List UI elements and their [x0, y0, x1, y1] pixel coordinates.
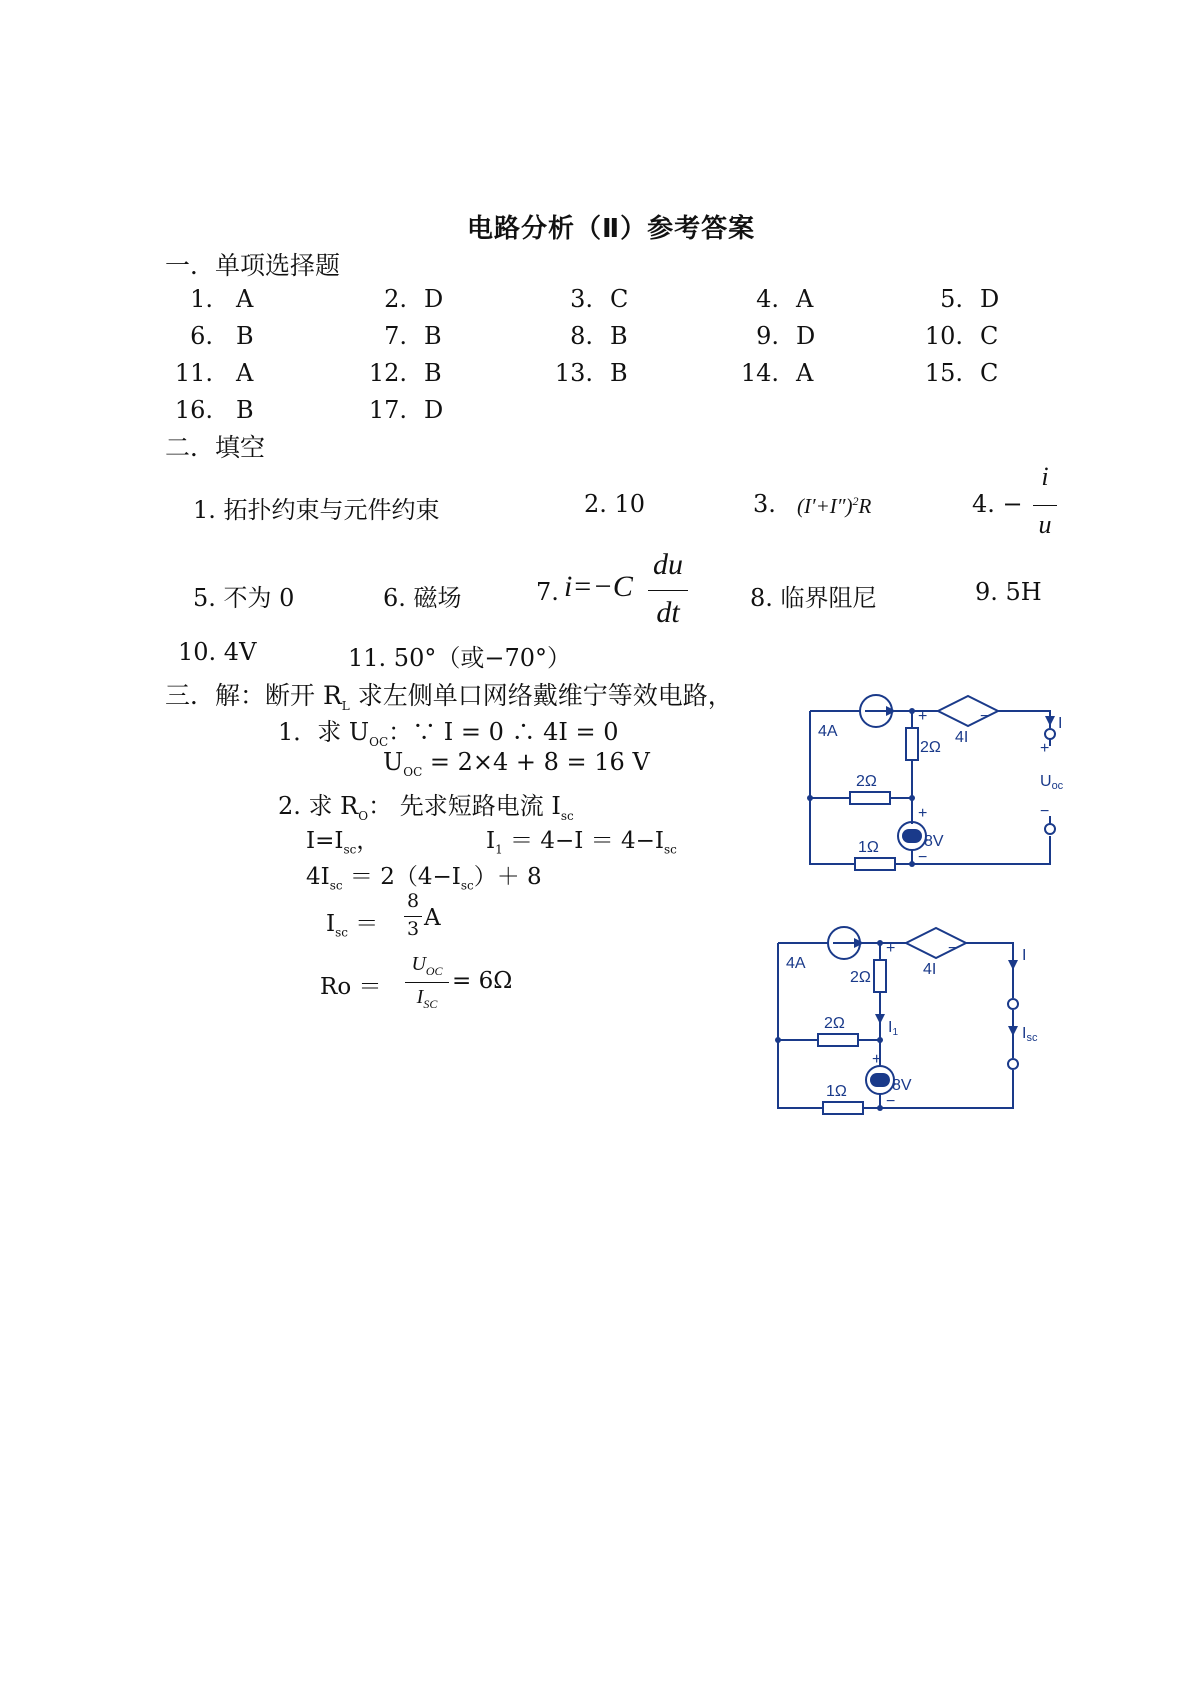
minus-sign: −: [1040, 803, 1050, 820]
mc-answer: A: [796, 285, 814, 313]
current-label: I: [1022, 947, 1027, 964]
isc-denominator: 3: [406, 918, 420, 940]
voltage-label: Uoc: [1040, 773, 1064, 792]
mc-question-number: 17.: [368, 396, 407, 424]
node-dot: [909, 708, 915, 714]
node-dot: [909, 861, 915, 867]
fill-answer-4-numerator: i: [1041, 462, 1049, 491]
circuit-diagram-short: [768, 918, 1068, 1118]
solution-ro: Ro ＝: [320, 974, 382, 1000]
section1-heading: 一．单项选择题: [165, 251, 341, 280]
fill-answer-3-expression: $(I'+I'')^2R$: [797, 494, 872, 518]
resistor-icon: [823, 1102, 863, 1114]
mc-answer: A: [796, 359, 814, 387]
current-source-label: 4A: [818, 723, 838, 740]
minus-sign: −: [980, 708, 990, 725]
mc-question-number: 16.: [174, 396, 213, 424]
mc-answer: C: [610, 285, 629, 313]
node-dot: [775, 1037, 781, 1043]
fill-answer-5: 5. 不为 0: [193, 584, 295, 612]
node-dot: [877, 1105, 883, 1111]
resistor-icon: [850, 792, 890, 804]
mc-answer: C: [980, 359, 999, 387]
solution-step2: 2. 求 $R_O$： 先求短路电流 $I_{sc}$: [278, 792, 574, 823]
wire: [998, 711, 1050, 728]
minus-sign: −: [886, 1093, 896, 1110]
fill-answer-7-numerator: du: [653, 548, 683, 581]
plus-sign: +: [918, 708, 928, 725]
solution-equation-2: $4I_{sc} = 2(4-I_{sc})+ 8$: [306, 864, 542, 893]
current-source-label: 4A: [786, 955, 806, 972]
mc-question-number: 12.: [368, 359, 407, 387]
plus-sign: +: [872, 1051, 882, 1068]
plus-sign: +: [1040, 740, 1050, 757]
circuit-diagram-open: [800, 686, 1090, 886]
arrow-icon: [875, 1014, 885, 1024]
voltage-source-fill: [902, 829, 922, 843]
resistor-label: 2Ω: [824, 1015, 845, 1032]
mc-question-number: 8.: [570, 322, 593, 350]
fill-answer-3-number: 3.: [753, 490, 776, 518]
fraction-bar: [648, 590, 688, 591]
ro-numerator: $U_{OC}$: [411, 953, 443, 978]
resistor-label: 1Ω: [826, 1083, 847, 1100]
terminal-icon: [1045, 824, 1055, 834]
isc-numerator: 8: [406, 890, 420, 912]
fill-answer-9: 9. 5H: [975, 578, 1042, 606]
ro-denominator: $I_{SC}$: [416, 986, 438, 1011]
arrow-icon: [1008, 1026, 1018, 1036]
mc-answer: D: [424, 396, 444, 424]
mc-answer: B: [610, 359, 628, 387]
mc-question-number: 5.: [940, 285, 963, 313]
fraction-bar: [1033, 505, 1057, 506]
fill-answer-7-number: 7.: [536, 578, 559, 606]
mc-question-number: 6.: [190, 322, 213, 350]
fill-answer-10: 10. 4V: [178, 638, 257, 666]
mc-question-number: 13.: [554, 359, 593, 387]
mc-answer: B: [236, 322, 254, 350]
mc-answer: D: [796, 322, 816, 350]
node-dot: [807, 795, 813, 801]
terminal-icon: [1045, 729, 1055, 739]
fill-answer-7-denominator: dt: [656, 596, 680, 629]
terminal-icon: [1008, 1059, 1018, 1069]
voltage-source-label: 8V: [924, 833, 944, 850]
mc-answer: C: [980, 322, 999, 350]
mc-question-number: 4.: [756, 285, 779, 313]
section3-heading: 三．解：断开 $R_L$ 求左侧单口网络戴维宁等效电路，: [165, 681, 733, 713]
arrow-icon: [1045, 716, 1055, 726]
mc-answer: A: [236, 285, 254, 313]
mc-question-number: 11.: [174, 359, 213, 387]
page-title: 电路分析（Ⅱ）参考答案: [467, 214, 756, 244]
fill-answer-1: 1. 拓扑约束与元件约束: [193, 496, 440, 524]
fill-answer-6: 6. 磁场: [383, 584, 462, 612]
mc-answer: A: [236, 359, 254, 387]
solution-isc: $I_{sc}$ ＝: [326, 911, 379, 940]
voltage-source-fill: [870, 1073, 890, 1087]
resistor-label: 1Ω: [858, 839, 879, 856]
fill-answer-8: 8. 临界阻尼: [750, 584, 877, 612]
current-label: I: [1058, 715, 1063, 732]
mc-answer: B: [610, 322, 628, 350]
mc-question-number: 10.: [924, 322, 963, 350]
fill-answer-7-expression: i=−C: [564, 570, 633, 603]
mc-answer: B: [424, 359, 442, 387]
node-dot: [877, 940, 883, 946]
dependent-source-label: 4I: [923, 961, 937, 978]
mc-answer: B: [424, 322, 442, 350]
isc-unit: A: [424, 905, 441, 931]
minus-sign: −: [948, 940, 958, 957]
node-dot: [909, 795, 915, 801]
resistor-icon: [906, 728, 918, 760]
mc-answer: D: [980, 285, 1000, 313]
wire: [966, 943, 1013, 998]
minus-sign: −: [918, 849, 928, 866]
fill-answer-2: 2. 10: [584, 490, 646, 518]
fraction-bar: [405, 982, 449, 983]
ro-result: = 6Ω: [452, 968, 513, 994]
fill-answer-4-number: 4. −: [972, 490, 1023, 518]
solution-step1: 1．求 $U_{OC}$：∵ I = 0 ∴ 4I = 0: [278, 718, 619, 749]
mc-answer: D: [424, 285, 444, 313]
section2-heading: 二．填空: [165, 433, 266, 462]
terminal-icon: [1008, 999, 1018, 1009]
plus-sign: +: [918, 805, 928, 822]
voltage-source-label: 8V: [892, 1077, 912, 1094]
mc-question-number: 14.: [740, 359, 779, 387]
isc-label: Isc: [1022, 1025, 1038, 1044]
resistor-label: 2Ω: [856, 773, 877, 790]
resistor-icon: [855, 858, 895, 870]
mc-question-number: 7.: [384, 322, 407, 350]
arrow-icon: [1008, 960, 1018, 970]
solution-uoc: $U_{OC} = 2\times 4 + 8 = 16$ V: [383, 748, 650, 779]
mc-question-number: 1.: [190, 285, 213, 313]
mc-question-number: 3.: [570, 285, 593, 313]
fill-answer-11: 11. 50°（或−70°）: [348, 644, 571, 672]
fraction-bar: [404, 916, 422, 917]
dependent-source-label: 4I: [955, 729, 969, 746]
mc-answer: B: [236, 396, 254, 424]
plus-sign: +: [886, 940, 896, 957]
fill-answer-4-denominator: u: [1038, 510, 1052, 539]
resistor-label: 2Ω: [850, 969, 871, 986]
node-dot: [877, 1037, 883, 1043]
mc-question-number: 9.: [756, 322, 779, 350]
i1-label: I1: [888, 1019, 899, 1038]
mc-question-number: 2.: [384, 285, 407, 313]
resistor-icon: [818, 1034, 858, 1046]
solution-equation-1: $I=I_{sc}$， $I_1 = 4-I = 4-I_{sc}$: [306, 828, 677, 857]
mc-question-number: 15.: [924, 359, 963, 387]
resistor-icon: [874, 960, 886, 992]
resistor-label: 2Ω: [920, 739, 941, 756]
